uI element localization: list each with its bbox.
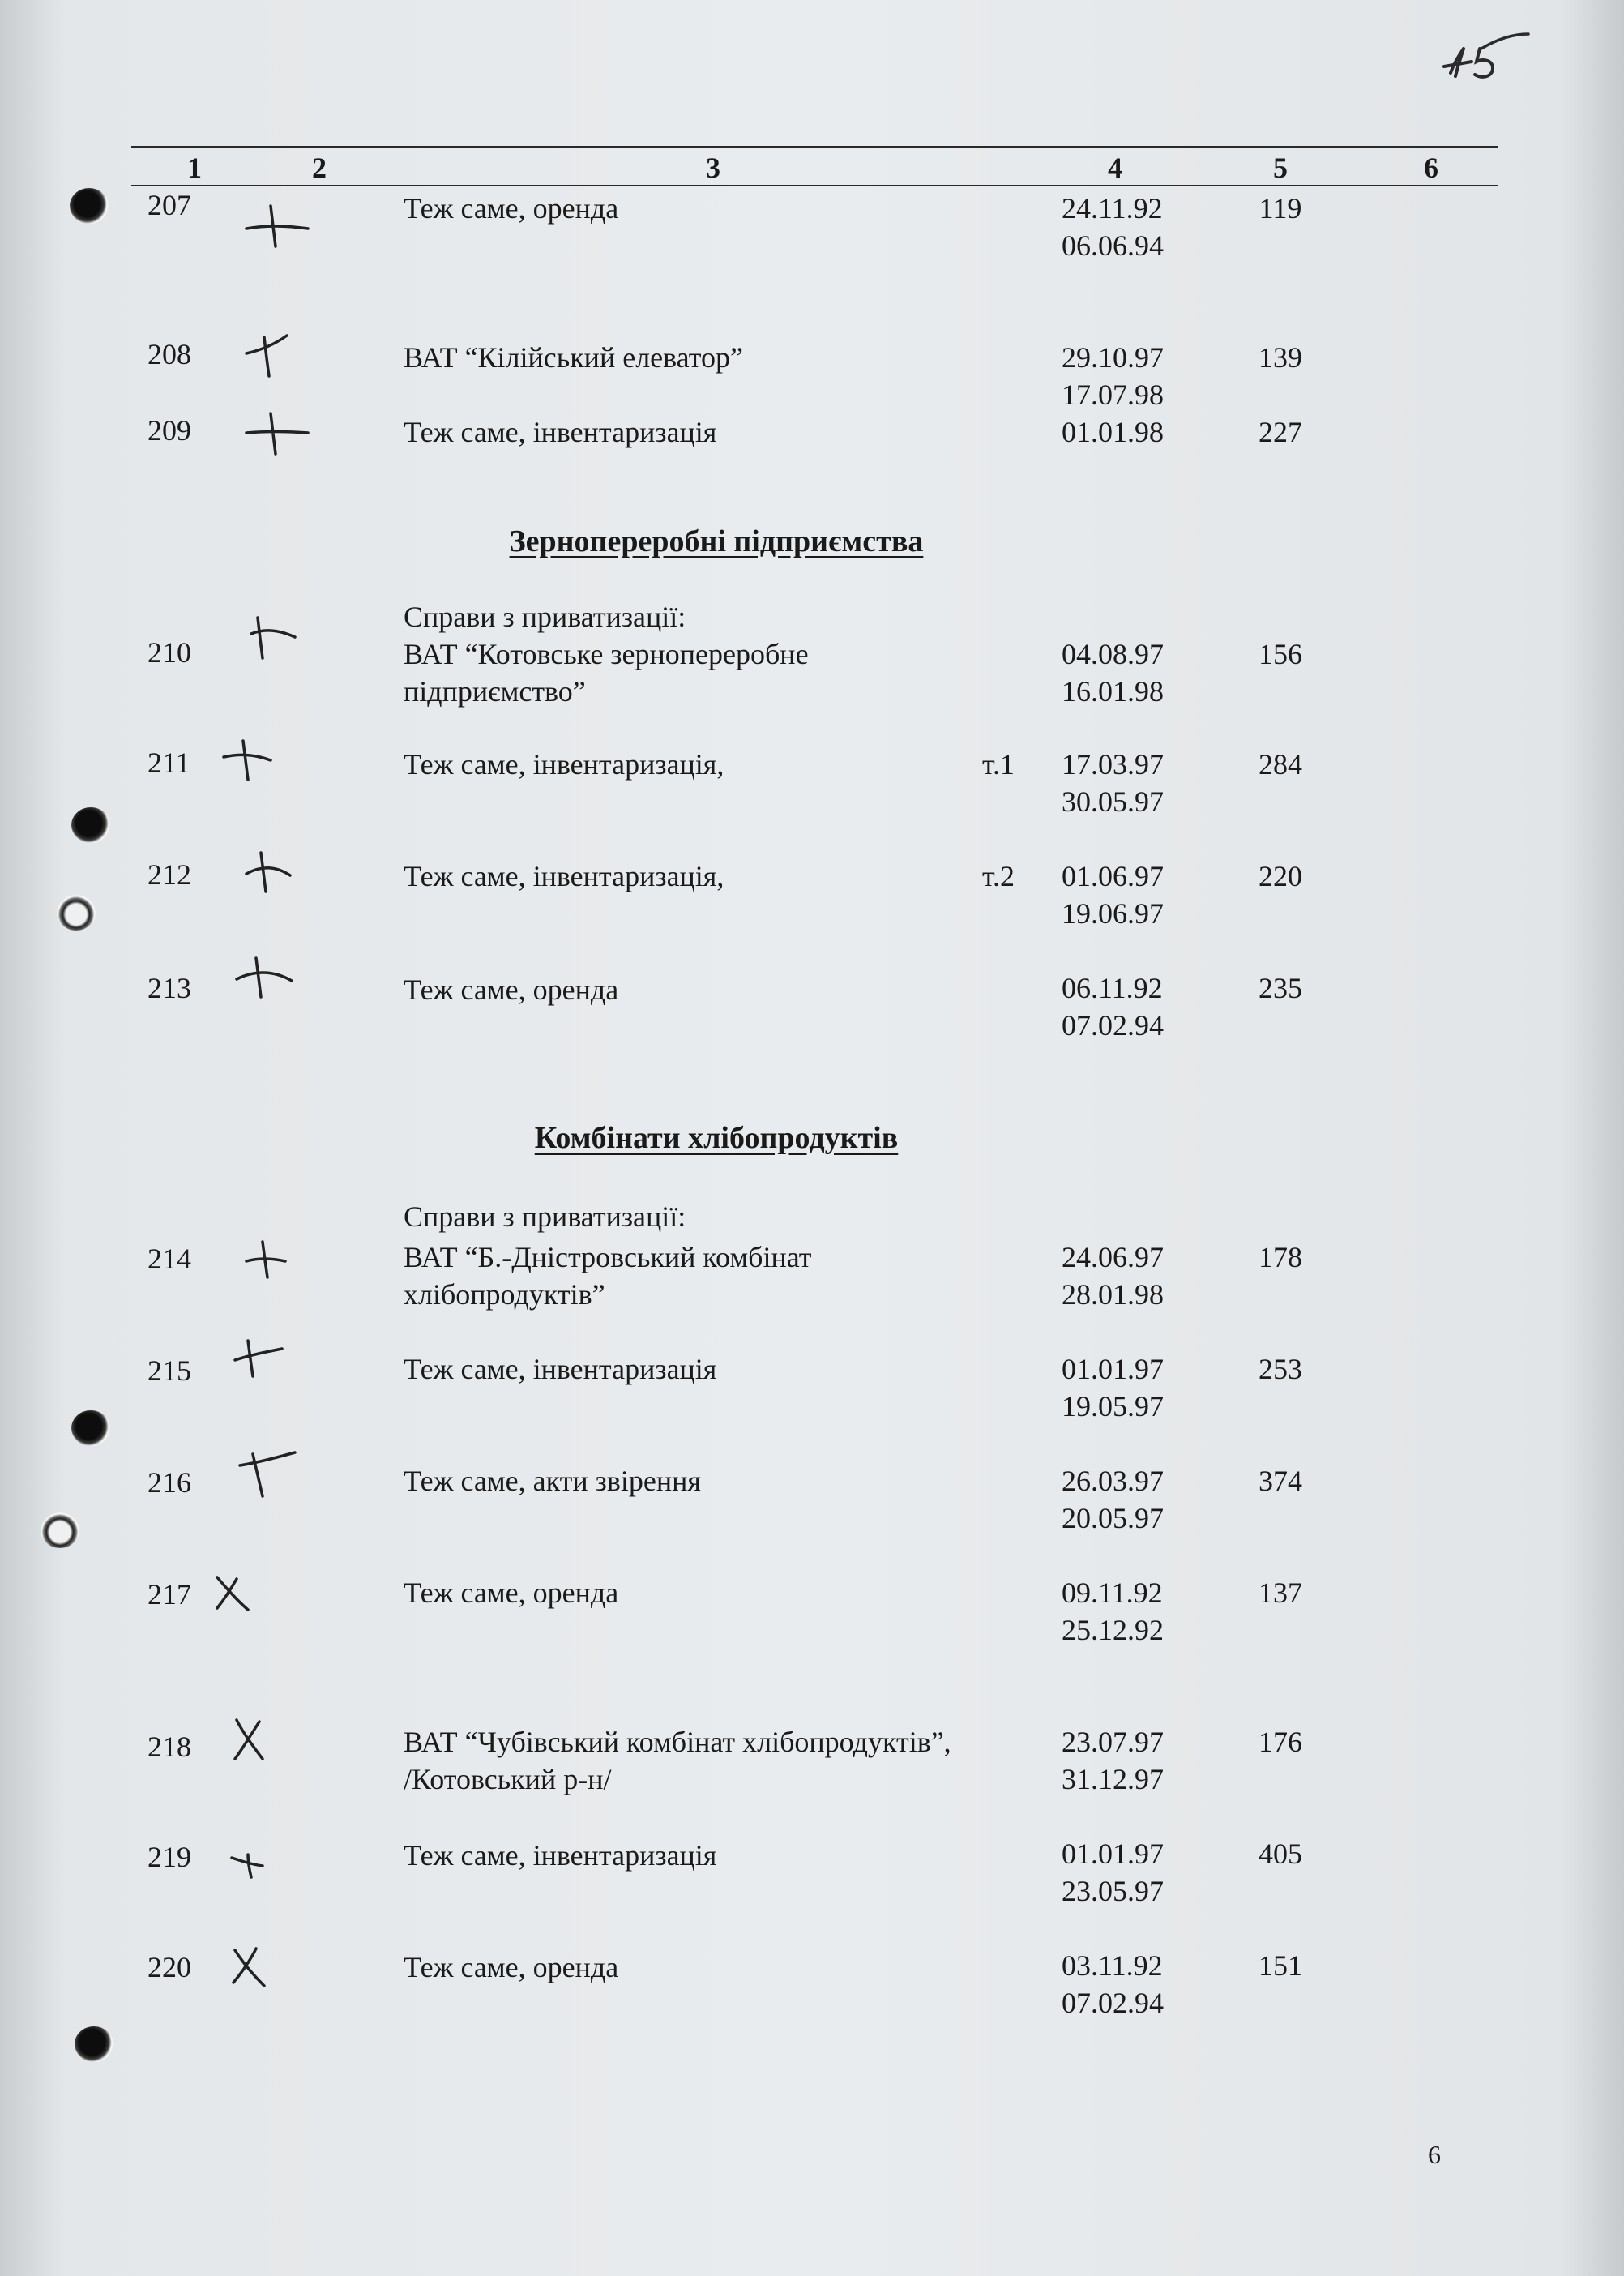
row-number: 215: [147, 1354, 191, 1387]
column-header: 6: [1424, 152, 1438, 184]
row-sheets: 119: [1259, 192, 1302, 225]
row-description: ВАТ “Б.-Дністровський комбінат: [404, 1241, 812, 1273]
row-date-start: 01.01.97: [1062, 1837, 1164, 1870]
row-date-end: 23.05.97: [1062, 1875, 1164, 1907]
row-volume: т.1: [982, 748, 1015, 781]
section-heading: Комбінати хлібопродуктів: [534, 1121, 899, 1155]
check-mark: [232, 953, 297, 1002]
punch-hole: [70, 188, 109, 224]
row-description-cont: /Котовський р-н/: [404, 1763, 612, 1795]
row-date-start: 29.10.97: [1062, 341, 1164, 374]
row-date-start: 17.03.97: [1062, 748, 1164, 781]
row-number: 210: [147, 636, 191, 669]
row-number: 208: [147, 338, 191, 370]
folio-number-handwritten: [1436, 24, 1533, 89]
row-description: Теж саме, акти звірення: [404, 1465, 701, 1497]
row-description: Теж саме, оренда: [404, 973, 619, 1006]
row-sheets: 139: [1259, 341, 1302, 374]
row-volume: т.2: [982, 860, 1015, 892]
row-date-start: 03.11.92: [1062, 1949, 1163, 1982]
punch-hole: [57, 895, 96, 931]
row-number: 219: [147, 1841, 191, 1873]
row-number: 211: [147, 747, 190, 779]
row-date-start: 26.03.97: [1062, 1465, 1164, 1497]
check-mark: [230, 1336, 287, 1381]
check-mark: [240, 848, 297, 896]
row-sheets: 405: [1259, 1837, 1302, 1870]
column-header: 3: [706, 152, 720, 184]
check-mark: [241, 1237, 290, 1282]
punch-hole: [41, 1512, 79, 1548]
header-top-rule: [131, 146, 1498, 148]
row-number: 217: [147, 1578, 191, 1611]
row-date-end: 16.01.98: [1062, 675, 1164, 708]
punch-hole: [71, 1410, 110, 1446]
privatization-heading: Справи з приватизації:: [404, 1200, 686, 1233]
row-description: Теж саме, інвентаризація: [404, 1839, 717, 1872]
row-date-start: 24.06.97: [1062, 1241, 1164, 1273]
row-number: 220: [147, 1951, 191, 1983]
row-date-end: 07.02.94: [1062, 1009, 1164, 1042]
check-mark: [240, 409, 313, 457]
row-sheets: 137: [1259, 1577, 1302, 1609]
row-description: Теж саме, інвентаризація: [404, 416, 717, 448]
row-sheets: 284: [1259, 748, 1302, 781]
punch-hole: [71, 807, 110, 843]
check-mark: [212, 1572, 253, 1613]
row-number: 207: [147, 189, 191, 221]
header-bottom-rule: [131, 185, 1498, 186]
check-mark: [240, 201, 313, 250]
row-sheets: 235: [1259, 972, 1302, 1004]
row-date-end: 06.06.94: [1062, 229, 1164, 262]
row-date-start: 24.11.92: [1062, 192, 1163, 225]
row-sheets: 227: [1259, 416, 1302, 448]
check-mark: [227, 1848, 267, 1880]
row-date-end: 30.05.97: [1062, 785, 1164, 818]
row-description: ВАТ “Чубівський комбінат хлібопродуктів”,: [404, 1726, 951, 1758]
row-number: 216: [147, 1466, 191, 1499]
row-description: ВАТ “Кілійський елеватор”: [404, 341, 743, 374]
row-description-cont: хлібопродуктів”: [404, 1278, 605, 1311]
row-date-end: 07.02.94: [1062, 1987, 1164, 2019]
row-date-end: 20.05.97: [1062, 1502, 1164, 1534]
page-number: 6: [1428, 2140, 1441, 2169]
section-heading: Зернопереробні підприємства: [509, 524, 924, 558]
row-sheets: 151: [1259, 1949, 1302, 1982]
row-sheets: 220: [1259, 860, 1302, 892]
row-sheets: 176: [1259, 1726, 1302, 1758]
row-number: 218: [147, 1731, 191, 1763]
row-date-start: 06.11.92: [1062, 972, 1163, 1004]
row-description: Теж саме, інвентаризація,: [404, 860, 724, 892]
row-sheets: 374: [1259, 1465, 1302, 1497]
row-number: 209: [147, 414, 191, 447]
row-date-start: 23.07.97: [1062, 1726, 1164, 1758]
row-date-start: 01.01.98: [1062, 416, 1164, 448]
row-number: 212: [147, 858, 191, 891]
row-sheets: 178: [1259, 1241, 1302, 1273]
punch-hole: [75, 2026, 113, 2062]
row-date-end: 25.12.92: [1062, 1614, 1164, 1646]
row-date-end: 28.01.98: [1062, 1278, 1164, 1311]
check-mark: [240, 331, 297, 379]
row-description: Теж саме, оренда: [404, 1951, 619, 1983]
row-date-start: 01.01.97: [1062, 1353, 1164, 1385]
row-description: Теж саме, інвентаризація,: [404, 748, 724, 781]
row-number: 213: [147, 972, 191, 1004]
row-date-end: 19.06.97: [1062, 897, 1164, 930]
row-sheets: 253: [1259, 1353, 1302, 1385]
check-mark: [227, 1942, 272, 1991]
column-header: 2: [312, 152, 327, 184]
row-description: ВАТ “Котовське зернопереробне: [404, 638, 809, 670]
row-sheets: 156: [1259, 638, 1302, 670]
row-date-end: 31.12.97: [1062, 1763, 1164, 1795]
column-header: 4: [1108, 152, 1122, 184]
row-number: 214: [147, 1243, 191, 1275]
row-date-end: 17.07.98: [1062, 379, 1164, 411]
row-date-end: 19.05.97: [1062, 1390, 1164, 1422]
column-header: 5: [1273, 152, 1288, 184]
privatization-heading: Справи з приватизації:: [404, 601, 686, 633]
row-description: Теж саме, інвентаризація: [404, 1353, 717, 1385]
check-mark: [243, 611, 300, 663]
check-mark: [229, 1715, 269, 1764]
row-date-start: 09.11.92: [1062, 1577, 1163, 1609]
row-date-start: 01.06.97: [1062, 860, 1164, 892]
column-header: 1: [187, 152, 202, 184]
row-description-cont: підприємство”: [404, 675, 586, 708]
check-mark: [235, 1448, 300, 1500]
check-mark: [219, 736, 276, 785]
row-description: Теж саме, оренда: [404, 192, 619, 225]
row-description: Теж саме, оренда: [404, 1577, 619, 1609]
row-date-start: 04.08.97: [1062, 638, 1164, 670]
